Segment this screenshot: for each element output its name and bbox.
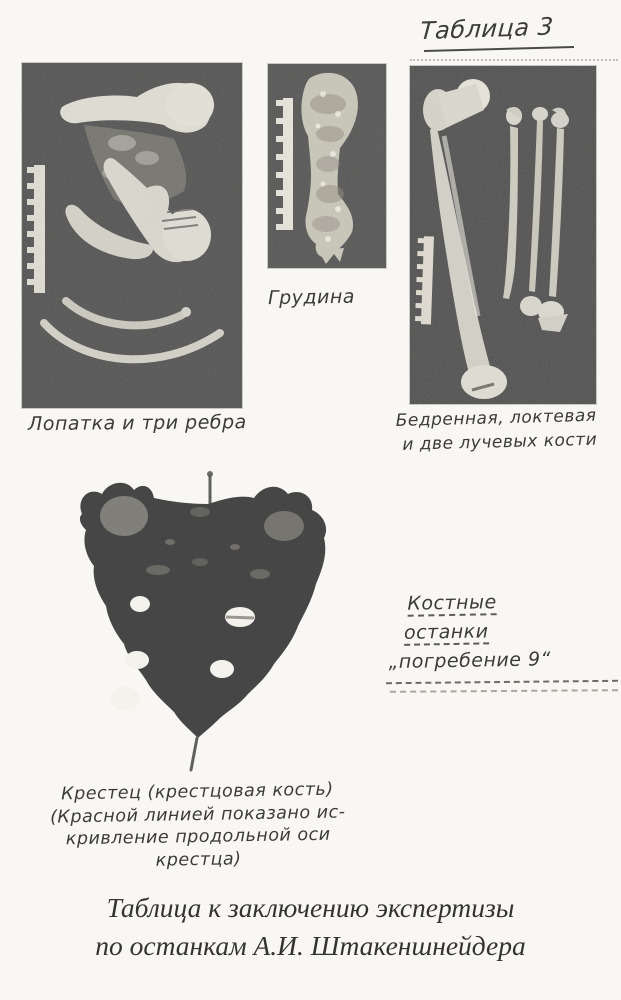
photo-femur-ulna-radii	[410, 66, 596, 404]
note-line2: останки	[403, 620, 489, 644]
caption-sacrum-line3: кривление продольной оси	[65, 824, 331, 850]
caption-sacrum	[21, 778, 375, 874]
footer-line2: по останкам А.И. Штакеншнейдера	[95, 930, 526, 961]
title-underline-stroke	[424, 46, 574, 52]
sternum-image	[268, 64, 386, 268]
arm-leg-bones-image	[410, 66, 596, 404]
side-note-bone-remains	[387, 590, 621, 678]
caption-sacrum-line4: крестца)	[155, 848, 242, 871]
sacrum-image	[50, 452, 360, 774]
photo-sacrum	[50, 452, 360, 778]
footer-line1: Таблица к заключению экспертизы	[106, 892, 515, 923]
note-dashed-rule-2	[390, 689, 618, 693]
page-title	[420, 11, 601, 45]
photo-scapula-and-ribs	[22, 63, 242, 408]
axis-pin-bottom	[191, 738, 197, 770]
table-number-label: Таблица 3	[419, 12, 555, 46]
scapula-ribs-image	[22, 63, 242, 408]
caption-sacrum-line2: (Красной линией показано ис-	[49, 801, 346, 828]
caption-scapula-ribs: Лопатка и три ребра	[27, 411, 247, 436]
caption-arm-line1: Бедренная, локтевая	[395, 405, 597, 431]
note-line3: „погребение 9“	[388, 648, 552, 674]
caption-sacrum-line1: Крестец (крестцовая кость)	[61, 779, 334, 805]
photo-sternum	[268, 64, 386, 268]
caption-arm-line2: и две лучевых кости	[402, 429, 598, 455]
caption-femur-ulna-radii	[395, 403, 621, 457]
note-dashed-rule-1	[386, 680, 618, 684]
title-dotted-rule	[410, 59, 618, 61]
axis-pin-top	[207, 471, 213, 506]
caption-sternum: Грудина	[267, 285, 356, 310]
note-line1: Костные	[407, 591, 497, 615]
printed-figure-caption	[0, 889, 621, 965]
